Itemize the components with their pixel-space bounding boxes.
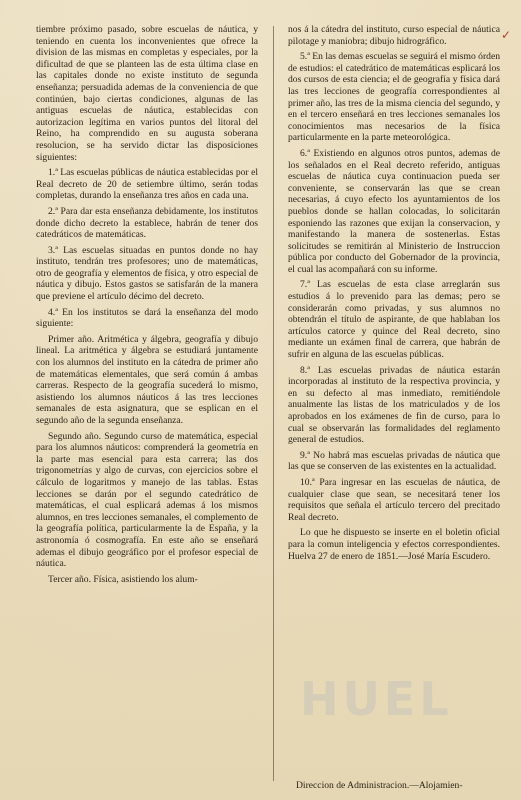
paragraph: 10.ª Para ingresar en las escuelas de náutica, de cualquier clase que sean, se necesitará tener los requisitos que señala el artículo tercero del precitado Real decreto.	[288, 476, 500, 523]
paragraph: 8.ª Las escuelas privadas de náutica estarán incorporadas al instituto de la respectiva provincia, y en su defecto al mas inmediato, remitiéndole anualmente las listas de los matriculados y de los aprobados en los exámenes de fin de curso, para lo cual se observarán las formalidades del reglamento general de estudios.	[288, 364, 500, 446]
paragraph: 5.ª En las demas escuelas se seguirá el mismo órden de estudios: el catedrático de matemáticas esplicará los dos cursos de esta ciencia; el de geografía y física dará las tres lecciones de geografía correspondientes al primer año, las tres de la misma ciencia del segundo, y en el tercero enseñará en tres lecciones semanales los conocimientos mas necesarios de la física particularmente en la parte meteorológica.	[288, 51, 500, 144]
paragraph: Segundo año. Segundo curso de matemática, especial para los alumnos náuticos: comprenderá la geometría en la parte mas esencial para esta carrera; las dos trigonometrías y algo de curvas, con ejercicios sobre el cálculo de logaritmos y manejo de las tablas. Estas lecciones se darán por el segundo catedrático de matemáticas, el cual esplicará ademas á los mismos alumnos, en tres lecciones semanales, el complemento de la geografía política, particularmente la de España, y la astronomía ó cosmografía. En este año se enseñará ademas el dibujo geográfico por el profesor especial de náutica.	[36, 430, 258, 570]
library-watermark: HUEL	[300, 672, 453, 726]
right-column	[288, 24, 500, 566]
paragraph: 1.ª Las escuelas públicas de náutica establecidas por el Real decreto de 20 de setiembre último, serán todas completas, durando la enseñanza tres años en cada una.	[36, 167, 258, 202]
paragraph: 4.ª En los institutos se dará la enseñanza del modo siguiente:	[36, 306, 258, 330]
paragraph: tiembre próximo pasado, sobre escuelas de náutica, y teniendo en cuenta los inconvenientes que ofrece la division de las mismas en completas y especiales, por la dificultad de que se planteen las de esta última clase en las capitales donde no existe instituto de segunda enseñanza; persuadida ademas de la conveniencia de que continúen, bajo ciertas condiciones, algunas de las antiguas escuelas de náutica, establecidas con autorizacion legítima en varios puntos del litoral del Reino, ha comprendido en su augusta soberana resolucion, se ha servido dictar las disposiciones siguientes:	[36, 24, 258, 163]
paragraph: Tercer año. Física, asistiendo los alum-	[48, 573, 198, 585]
paragraph: 9.ª No habrá mas escuelas privadas de náutica que las que se conserven de las existentes en la actualidad.	[288, 449, 500, 473]
paragraph: 3.ª Las escuelas situadas en puntos donde no hay instituto, tendrán tres profesores; uno de matemáticas, otro de geografía y elementos de física, y otro especial de náutica y dibujo. Estos gastos se satisfarán de la manera que previene el artículo décimo del decreto.	[36, 244, 258, 303]
red-ink-mark: ✓	[501, 28, 512, 42]
paragraph: nos á la cátedra del instituto, curso especial de náutica pilotage y maniobra; dibujo hidrográfico.	[288, 24, 500, 47]
next-section-heading: Direccion de Administracion.—Alojamien-	[296, 780, 463, 791]
paragraph: Primer año. Aritmética y álgebra, geografía y dibujo lineal. La aritmética y álgebra se estudiará juntamente con los alumnos del instituto en la cátedra de primer año de matemáticas elementales, que será común á ambas carreras. Respecto de la geografía sucederá lo mismo, asistiendo los alumnos náuticos á las tres lecciones semanales de esta asignatura, que se esplican en el segundo año de la segunda enseñanza.	[36, 333, 258, 426]
paragraph: 7.ª Las escuelas de esta clase arreglarán sus estudios á lo prevenido para las demas; pero se considerarán como privadas, y sus alumnos no obtendrán el título de aspirante, de que hablaban los artículos catorce y quince del Real decreto, sino mediante un exámen final de carrera, que habrán de sufrir en alguna de las escuelas públicas.	[288, 279, 500, 361]
column-divider	[273, 26, 274, 781]
left-column	[36, 24, 258, 589]
paragraph: Lo que he dispuesto se inserte en el boletin oficial para la comun inteligencia y efectos correspondientes. Huelva 27 de enero de 1851.—José María Escudero.	[288, 527, 500, 562]
paragraph: 2.ª Para dar esta enseñanza debidamente, los institutos donde dicho decreto la establece, habrán de tener dos catedráticos de matemáticas.	[36, 205, 258, 241]
paragraph: 6.ª Existiendo en algunos otros puntos, ademas de los señalados en el Real decreto referido, antiguas escuelas de náutica cuya continuacion pueda ser conveniente, se conservarán las que se crean necesarias, á cuyo efecto los ayuntamientos de los pueblos donde se hallan colocadas, lo solicitarán esponiendo las razones que exijan la conservacion, y manifestando la manera de sostenerlas. Estas solicitudes se remitirán al Ministerio de Instruccion pública por conducto del Gobernador de la provincia, el cual las acompañará con su informe.	[288, 147, 500, 275]
